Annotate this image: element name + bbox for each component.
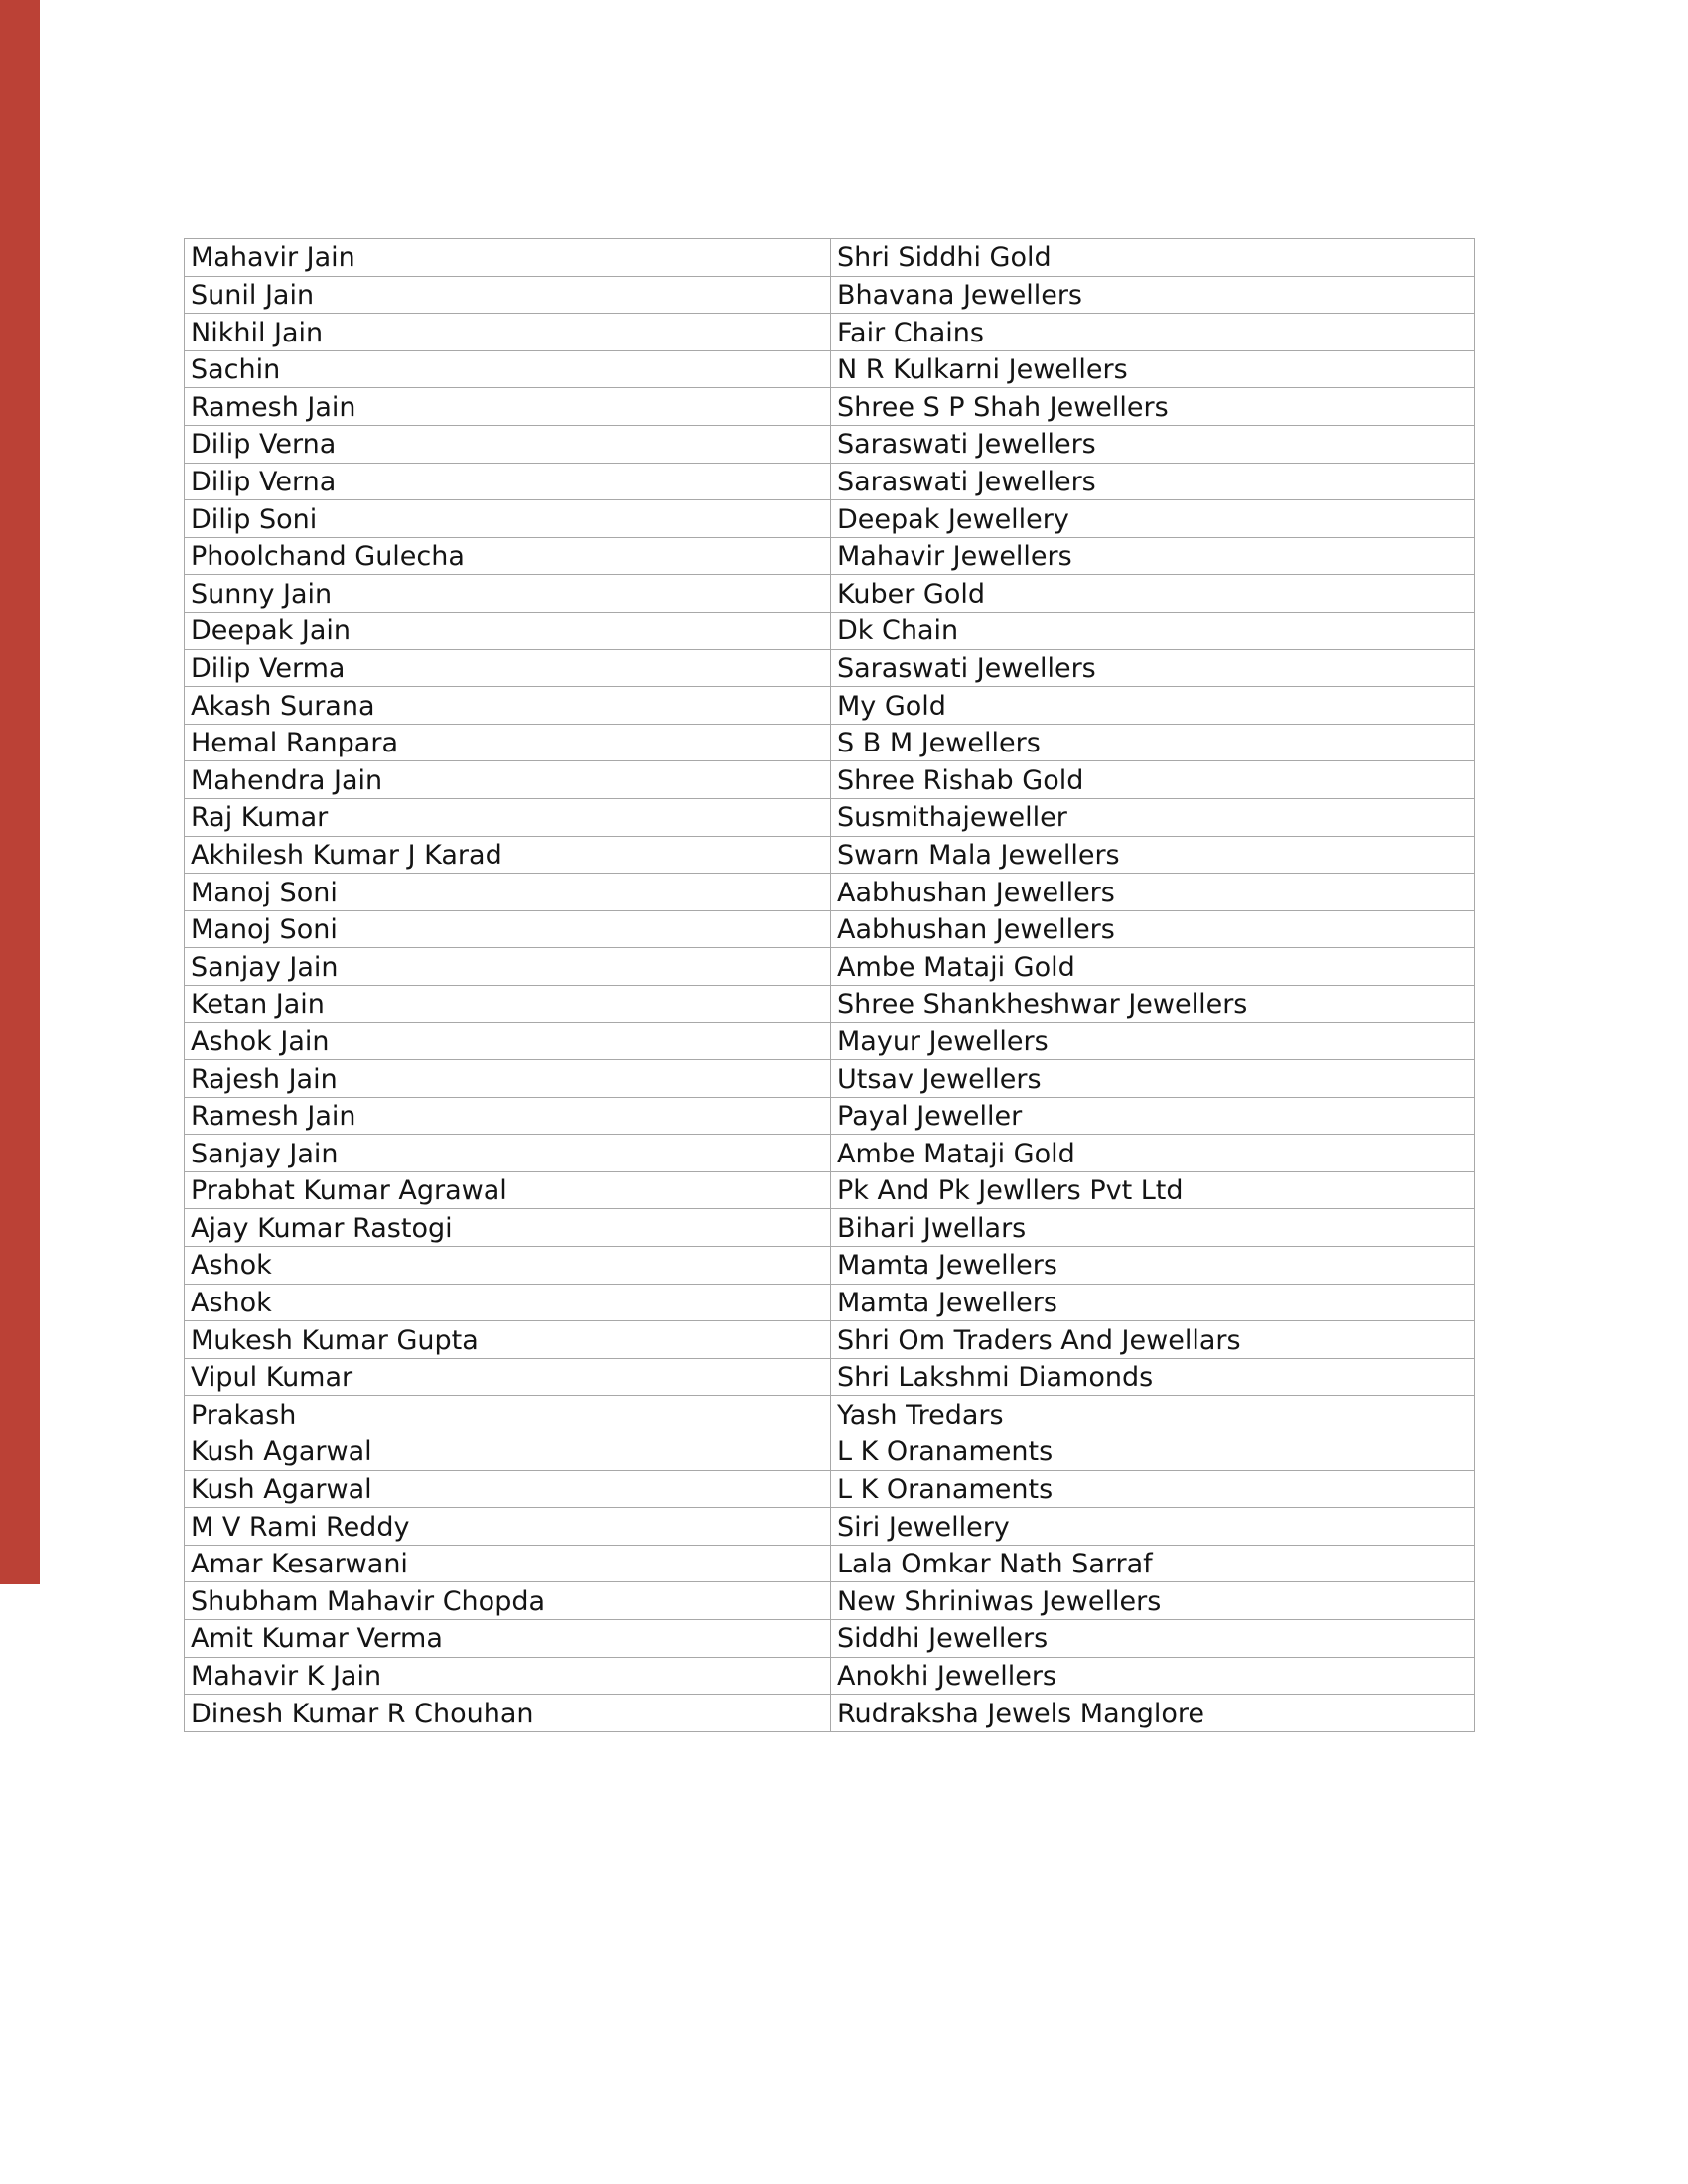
table-row [185,1321,1475,1359]
table-row [185,1247,1475,1285]
firm-name-cell: New Shriniwas Jewellers [831,1582,1475,1620]
person-name-cell: Prakash [185,1396,831,1433]
firm-name-cell: Siri Jewellery [831,1508,1475,1546]
person-name-cell: Raj Kumar [185,798,831,836]
table-row [185,612,1475,649]
table-row [185,1657,1475,1695]
table-row [185,1358,1475,1396]
person-name-cell: Dilip Verna [185,425,831,463]
person-name-cell: Dilip Soni [185,500,831,538]
person-name-cell: Mahavir K Jain [185,1657,831,1695]
table-row [185,761,1475,799]
person-name-cell: Manoj Soni [185,874,831,911]
person-name-cell: Sunil Jain [185,276,831,314]
table-row [185,1284,1475,1321]
firm-name-cell: Ambe Mataji Gold [831,1135,1475,1172]
table-row [185,1619,1475,1657]
firm-name-cell: Saraswati Jewellers [831,649,1475,687]
firm-name-cell: Aabhushan Jewellers [831,874,1475,911]
firm-name-cell: Fair Chains [831,314,1475,351]
firm-name-cell: Bhavana Jewellers [831,276,1475,314]
firm-name-cell: Aabhushan Jewellers [831,910,1475,948]
person-name-cell: Shubham Mahavir Chopda [185,1582,831,1620]
person-name-cell: Amit Kumar Verma [185,1619,831,1657]
table-row [185,649,1475,687]
table-row [185,1582,1475,1620]
table-row [185,575,1475,613]
table-row [185,1171,1475,1209]
person-name-cell: Ashok Jain [185,1023,831,1060]
table-row [185,500,1475,538]
firm-name-cell: S B M Jewellers [831,724,1475,761]
person-name-cell: Manoj Soni [185,910,831,948]
person-name-cell: Akhilesh Kumar J Karad [185,836,831,874]
person-name-cell: Ashok [185,1247,831,1285]
table-row [185,1060,1475,1098]
person-name-cell: Vipul Kumar [185,1358,831,1396]
firm-name-cell: Bihari Jwellars [831,1209,1475,1247]
firm-name-cell: Shree Shankheshwar Jewellers [831,985,1475,1023]
firm-name-cell: N R Kulkarni Jewellers [831,350,1475,388]
firm-name-cell: Yash Tredars [831,1396,1475,1433]
firm-name-cell: My Gold [831,687,1475,725]
page-edge-red-strip [0,0,40,1584]
table-row [185,537,1475,575]
table-row [185,724,1475,761]
table-row [185,1396,1475,1433]
table-row [185,836,1475,874]
person-name-cell: Akash Surana [185,687,831,725]
firm-name-cell: L K Oranaments [831,1470,1475,1508]
person-name-cell: Mahendra Jain [185,761,831,799]
table-row [185,425,1475,463]
person-name-cell: Ashok [185,1284,831,1321]
firm-name-cell: Lala Omkar Nath Sarraf [831,1545,1475,1582]
table-row [185,985,1475,1023]
table-row [185,948,1475,986]
table-row [185,276,1475,314]
firm-name-cell: Shree S P Shah Jewellers [831,388,1475,426]
table-row [185,314,1475,351]
table-row [185,1023,1475,1060]
person-name-cell: Dilip Verna [185,463,831,500]
firm-name-cell: Rudraksha Jewels Manglore [831,1695,1475,1732]
firm-name-cell: Mayur Jewellers [831,1023,1475,1060]
person-name-cell: Sanjay Jain [185,948,831,986]
table-row [185,1209,1475,1247]
firm-name-cell: Utsav Jewellers [831,1060,1475,1098]
firm-name-cell: Susmithajeweller [831,798,1475,836]
table-row [185,350,1475,388]
table-row [185,1470,1475,1508]
person-name-cell: Mukesh Kumar Gupta [185,1321,831,1359]
firm-name-cell: Shri Siddhi Gold [831,239,1475,277]
person-name-cell: Nikhil Jain [185,314,831,351]
person-name-cell: Amar Kesarwani [185,1545,831,1582]
person-name-cell: Sachin [185,350,831,388]
firm-name-cell: Shri Om Traders And Jewellars [831,1321,1475,1359]
firm-name-cell: Shri Lakshmi Diamonds [831,1358,1475,1396]
table-row [185,1508,1475,1546]
firm-name-cell: Shree Rishab Gold [831,761,1475,799]
table-row [185,910,1475,948]
firm-name-cell: Pk And Pk Jewllers Pvt Ltd [831,1171,1475,1209]
person-name-cell: Dinesh Kumar R Chouhan [185,1695,831,1732]
person-name-cell: Ramesh Jain [185,1097,831,1135]
person-name-cell: Sanjay Jain [185,1135,831,1172]
jewellers-table [184,238,1475,1732]
table-row [185,1695,1475,1732]
firm-name-cell: Payal Jeweller [831,1097,1475,1135]
firm-name-cell: Mahavir Jewellers [831,537,1475,575]
person-name-cell: Ramesh Jain [185,388,831,426]
person-name-cell: Phoolchand Gulecha [185,537,831,575]
table-row [185,798,1475,836]
person-name-cell: Mahavir Jain [185,239,831,277]
person-name-cell: Sunny Jain [185,575,831,613]
firm-name-cell: Mamta Jewellers [831,1284,1475,1321]
firm-name-cell: L K Oranaments [831,1433,1475,1471]
table-row [185,463,1475,500]
person-name-cell: Ajay Kumar Rastogi [185,1209,831,1247]
jewellers-table-body [185,239,1475,1732]
table-row [185,1433,1475,1471]
firm-name-cell: Ambe Mataji Gold [831,948,1475,986]
firm-name-cell: Dk Chain [831,612,1475,649]
person-name-cell: Prabhat Kumar Agrawal [185,1171,831,1209]
firm-name-cell: Saraswati Jewellers [831,425,1475,463]
person-name-cell: Deepak Jain [185,612,831,649]
person-name-cell: Dilip Verma [185,649,831,687]
firm-name-cell: Saraswati Jewellers [831,463,1475,500]
person-name-cell: Kush Agarwal [185,1433,831,1471]
firm-name-cell: Mamta Jewellers [831,1247,1475,1285]
table-row [185,874,1475,911]
firm-name-cell: Swarn Mala Jewellers [831,836,1475,874]
firm-name-cell: Kuber Gold [831,575,1475,613]
person-name-cell: Ketan Jain [185,985,831,1023]
person-name-cell: M V Rami Reddy [185,1508,831,1546]
person-name-cell: Hemal Ranpara [185,724,831,761]
person-name-cell: Rajesh Jain [185,1060,831,1098]
firm-name-cell: Siddhi Jewellers [831,1619,1475,1657]
table-row [185,1097,1475,1135]
table-row [185,687,1475,725]
table-row [185,1545,1475,1582]
table-row [185,239,1475,277]
table-row [185,388,1475,426]
person-name-cell: Kush Agarwal [185,1470,831,1508]
firm-name-cell: Anokhi Jewellers [831,1657,1475,1695]
firm-name-cell: Deepak Jewellery [831,500,1475,538]
table-row [185,1135,1475,1172]
